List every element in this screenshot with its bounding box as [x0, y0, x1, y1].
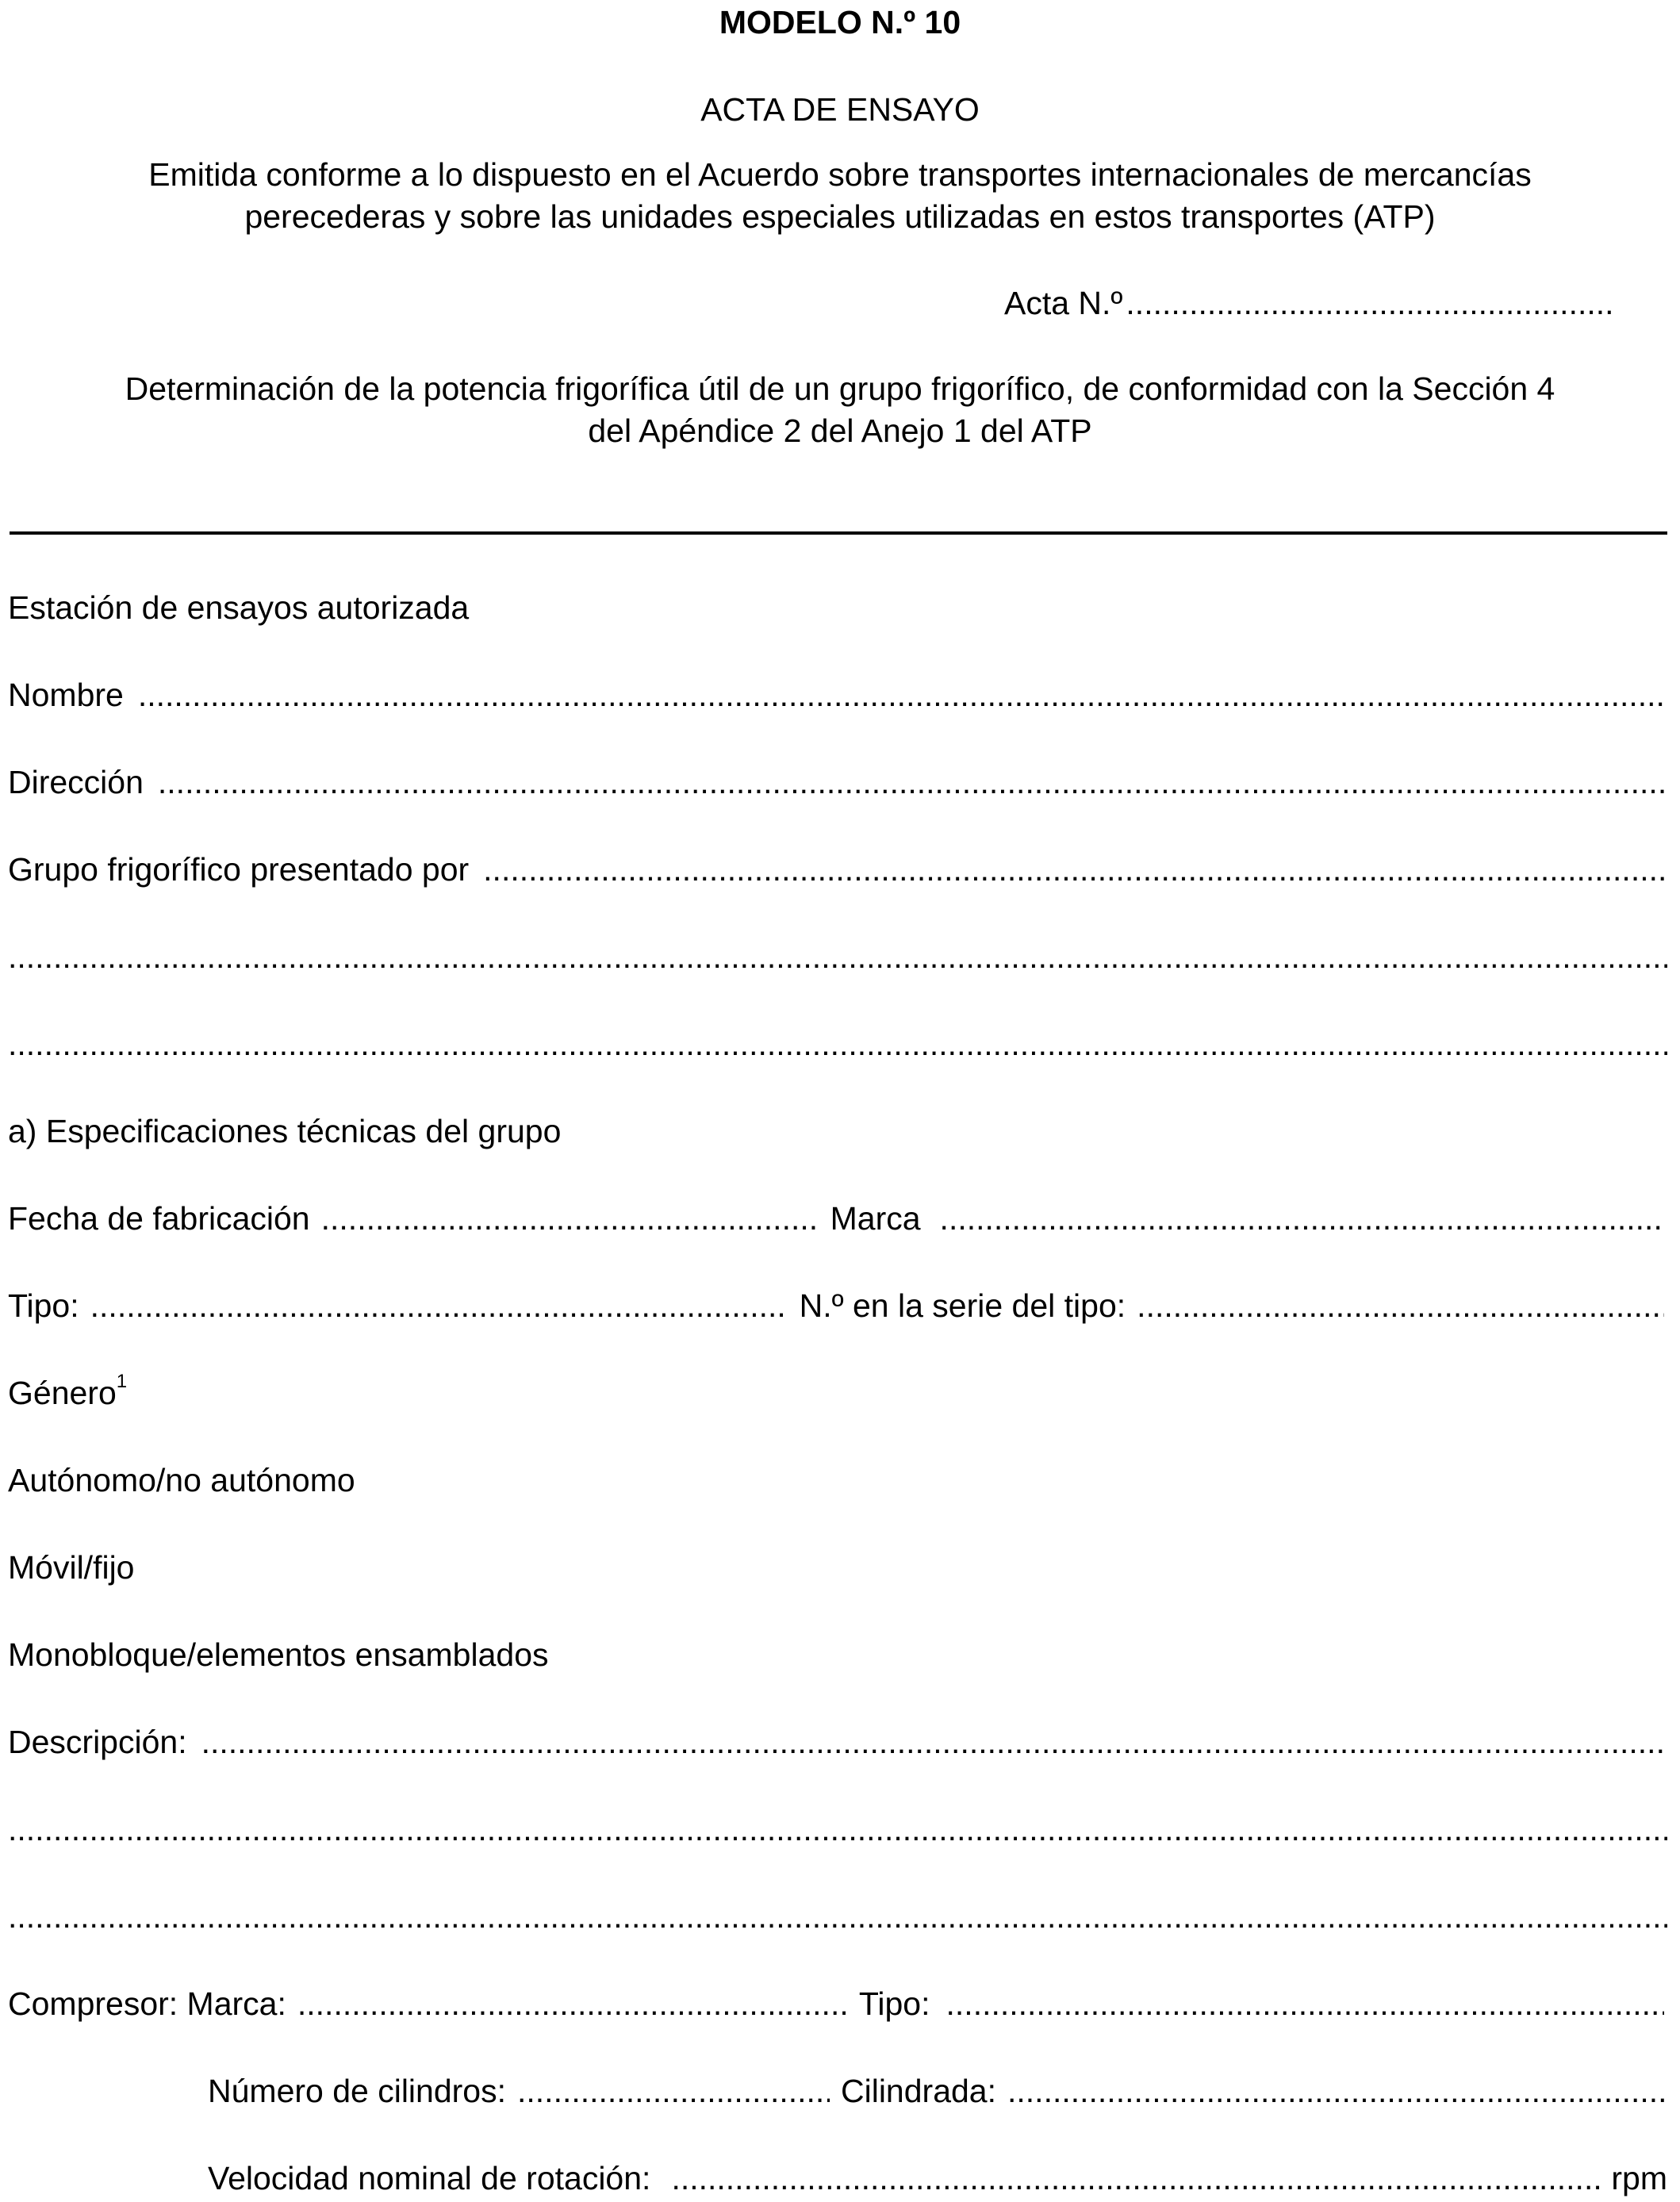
station-heading: Estación de ensayos autorizada [8, 589, 470, 626]
brand-label: Marca [830, 1200, 921, 1237]
station-name-label: Nombre [8, 677, 124, 713]
presented-by-dots [483, 854, 1664, 886]
subject-line-2: del Apéndice 2 del Anejo 1 del ATP [588, 412, 1092, 449]
presented-by-continuation-1[interactable] [8, 941, 1667, 973]
genre-footnote-marker: 1 [116, 1371, 128, 1392]
type-serial-row [8, 1287, 1667, 1324]
manufacture-date-label: Fecha de fabricación [8, 1200, 310, 1237]
rotation-speed-row [208, 2162, 1667, 2195]
continuation-dots [8, 1028, 1667, 1061]
station-name-field[interactable] [8, 679, 1667, 712]
acta-number-label: Acta N.º [1004, 285, 1123, 321]
document-title: ACTA DE ENSAYO [700, 91, 980, 128]
acta-number-field[interactable] [1004, 287, 1617, 320]
compressor-type-label: Tipo: [858, 1985, 930, 2022]
cylinders-label: Número de cilindros: [208, 2073, 506, 2109]
subject-line-1: Determinación de la potencia frigorífica útil de un grupo frigorífico, de conformidad con la Sección 4 [125, 370, 1555, 407]
manufacture-brand-row [8, 1200, 1667, 1237]
description-continuation-1[interactable] [8, 1813, 1667, 1846]
compressor-brand-dots[interactable] [297, 1988, 848, 2020]
header-divider [10, 531, 1667, 535]
presented-by-field[interactable] [8, 851, 1667, 888]
type-label: Tipo: [8, 1287, 79, 1324]
continuation-dots [8, 941, 1667, 973]
displacement-dots[interactable] [1007, 2075, 1664, 2108]
serial-dots[interactable] [1137, 1290, 1664, 1322]
station-name-dots [138, 679, 1664, 712]
rotation-speed-label: Velocidad nominal de rotación: [208, 2160, 651, 2196]
continuation-dots [8, 1901, 1667, 1933]
station-address-label: Dirección [8, 764, 144, 800]
compressor-brand-label: Compresor: Marca: [8, 1985, 286, 2022]
description-continuation-2[interactable] [8, 1901, 1667, 1933]
station-address-dots [158, 766, 1664, 799]
manufacture-date-dots[interactable] [321, 1203, 819, 1235]
serial-label: N.º en la serie del tipo: [799, 1287, 1126, 1324]
autonomous-option: Autónomo/no autónomo [8, 1462, 355, 1498]
presented-by-continuation-2[interactable] [8, 1028, 1667, 1061]
issued-line-1: Emitida conforme a lo dispuesto en el Acuerdo sobre transportes internacionales de mercancías [148, 156, 1532, 193]
description-label: Descripción: [8, 1724, 187, 1760]
rotation-speed-dots[interactable] [671, 2162, 1600, 2195]
rotation-speed-unit: rpm [1611, 2160, 1667, 2196]
compressor-type-dots[interactable] [946, 1988, 1664, 2020]
issued-line-2: perecederas y sobre las unidades especiales utilizadas en estos transportes (ATP) [244, 198, 1436, 235]
cylinders-dots[interactable] [517, 2075, 830, 2108]
station-address-field[interactable] [8, 766, 1667, 799]
acta-number-dots [1126, 287, 1613, 320]
compressor-row [8, 1985, 1667, 2022]
description-field[interactable] [8, 1726, 1667, 1759]
brand-dots[interactable] [940, 1203, 1664, 1235]
monobloc-option: Monobloque/elementos ensamblados [8, 1636, 549, 1673]
specs-heading: a) Especificaciones técnicas del grupo [8, 1113, 562, 1149]
genre-row [8, 1371, 128, 1411]
presented-by-label: Grupo frigorífico presentado por [8, 851, 470, 888]
type-dots[interactable] [90, 1290, 788, 1322]
mobile-option: Móvil/fijo [8, 1549, 135, 1586]
continuation-dots [8, 1813, 1667, 1846]
model-number: MODELO N.º 10 [719, 4, 961, 40]
cylinders-row [208, 2075, 1667, 2108]
description-dots [201, 1726, 1664, 1759]
displacement-label: Cilindrada: [841, 2073, 996, 2109]
genre-label: Género [8, 1375, 117, 1411]
